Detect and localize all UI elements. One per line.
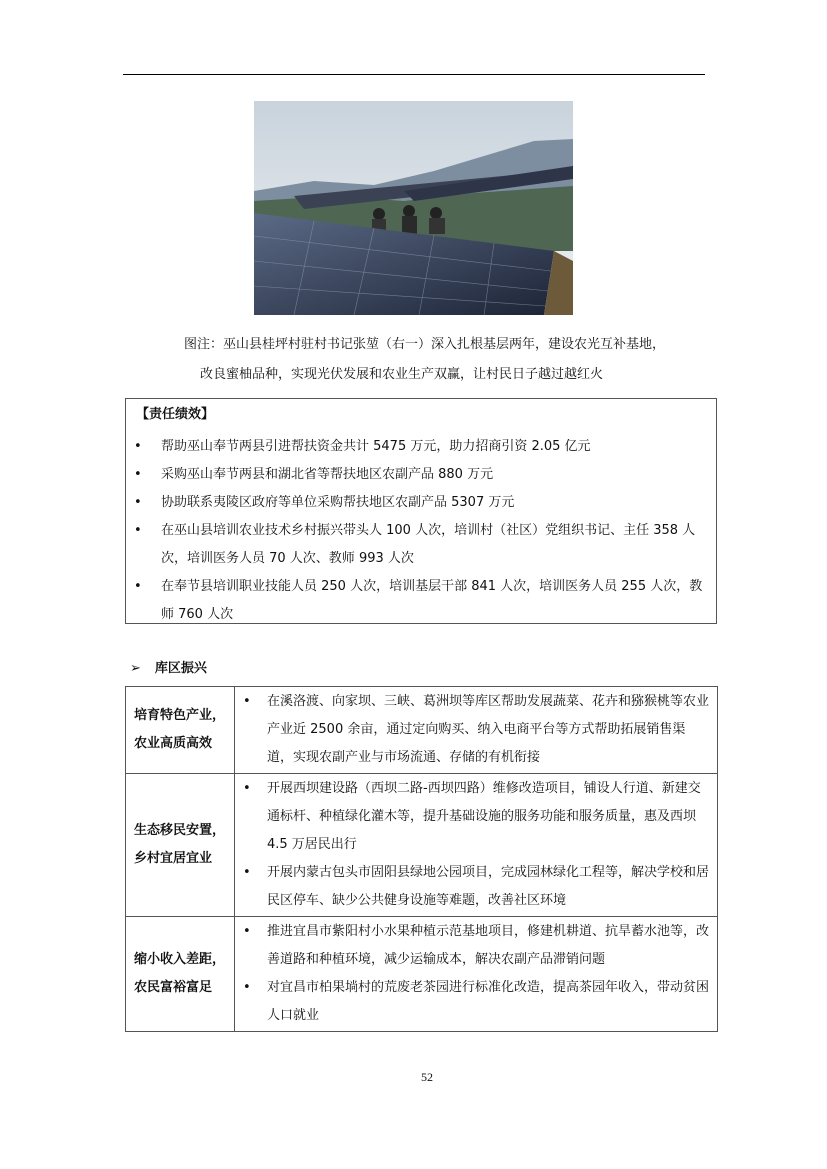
list-item — [126, 573, 710, 629]
bullet-icon: • — [243, 694, 251, 709]
list-item — [235, 775, 711, 859]
row-content — [235, 917, 718, 1032]
item-text: 开展内蒙古包头市固阳县绿地公园项目，完成园林绿化工程等，解决学校和居民区停车、缺少公共健身设施等难题，改善社区环境 — [267, 865, 710, 908]
item-text: 在奉节县培训职业技能人员 250 人次，培训基层干部 841 人次，培训医务人员 255 人次，教师 760 人次 — [161, 579, 703, 622]
list-item — [235, 688, 711, 772]
header-rule — [123, 74, 705, 75]
item-text: 对宜昌市柏果埫村的荒废老茶园进行标准化改造，提高茶园年收入，带动贫困人口就业 — [267, 980, 710, 1023]
row-label — [126, 774, 235, 917]
label-line: 缩小收入差距， — [134, 952, 226, 967]
list-item — [235, 859, 711, 915]
row-content — [235, 687, 718, 774]
row-content — [235, 774, 718, 917]
table-row — [126, 774, 718, 917]
reservoir-table — [125, 686, 718, 1032]
caption-line-2: 改良蜜柚品种，实现光伏发展和农业生产双赢，让村民日子越过越红火 — [200, 367, 604, 382]
bullet-icon: • — [134, 579, 142, 594]
performance-list — [126, 433, 710, 629]
caption-line-1: 图注：巫山县桂坪村驻村书记张堃（右一）深入扎根基层两年，建设农光互补基地， — [184, 337, 666, 352]
bullet-icon: • — [134, 439, 142, 454]
list-item — [235, 974, 711, 1030]
label-line: 乡村宜居宜业 — [134, 851, 213, 866]
solar-panel-photo — [254, 101, 573, 315]
list-item — [126, 517, 710, 573]
section-heading — [130, 657, 207, 676]
list-item — [235, 918, 711, 974]
row-label — [126, 917, 235, 1032]
bullet-icon: • — [243, 980, 251, 995]
list-item — [126, 461, 710, 489]
performance-title: 【责任绩效】 — [136, 407, 215, 422]
item-text: 帮助巫山奉节两县引进帮扶资金共计 5475 万元，助力招商引资 2.05 亿元 — [161, 439, 591, 454]
item-text: 开展西坝建设路（西坝二路-西坝四路）维修改造项目，铺设人行道、新建交通标杆、种植绿化灌木等，提升基础设施的服务功能和服务质量，惠及西坝 4.5 万居民出行 — [267, 781, 701, 852]
item-text: 推进宜昌市紫阳村小水果种植示范基地项目，修建机耕道、抗旱蓄水池等，改善道路和种植环境，减少运输成本，解决农副产品滞销问题 — [267, 924, 710, 967]
label-line: 培育特色产业， — [134, 708, 226, 723]
bullet-icon: • — [243, 924, 251, 939]
item-text: 在溪洛渡、向家坝、三峡、葛洲坝等库区帮助发展蔬菜、花卉和猕猴桃等农业产业近 2500 余亩，通过定向购买、纳入电商平台等方式帮助拓展销售渠道，实现农副产业与市场流通、存储的有机衔接 — [267, 694, 710, 765]
arrow-bullet-icon: ➢ — [130, 661, 141, 676]
label-line: 生态移民安置， — [134, 823, 226, 838]
row-label — [126, 687, 235, 774]
section-title: 库区振兴 — [154, 661, 207, 676]
bullet-icon: • — [134, 467, 142, 482]
bullet-icon: • — [134, 523, 142, 538]
page-number: 52 — [421, 1070, 433, 1084]
list-item — [126, 433, 710, 461]
label-line: 农民富裕富足 — [134, 980, 213, 995]
item-text: 协助联系夷陵区政府等单位采购帮扶地区农副产品 5307 万元 — [161, 495, 515, 510]
bullet-icon: • — [134, 495, 142, 510]
item-text: 采购巫山奉节两县和湖北省等帮扶地区农副产品 880 万元 — [161, 467, 494, 482]
label-line: 农业高质高效 — [134, 736, 213, 751]
bullet-icon: • — [243, 865, 251, 880]
bullet-icon: • — [243, 781, 251, 796]
list-item — [126, 489, 710, 517]
table-row — [126, 687, 718, 774]
item-text: 在巫山县培训农业技术乡村振兴带头人 100 人次，培训村（社区）党组织书记、主任 358 人次，培训医务人员 70 人次、教师 993 人次 — [161, 523, 696, 566]
performance-box — [125, 398, 717, 624]
table-row — [126, 917, 718, 1032]
